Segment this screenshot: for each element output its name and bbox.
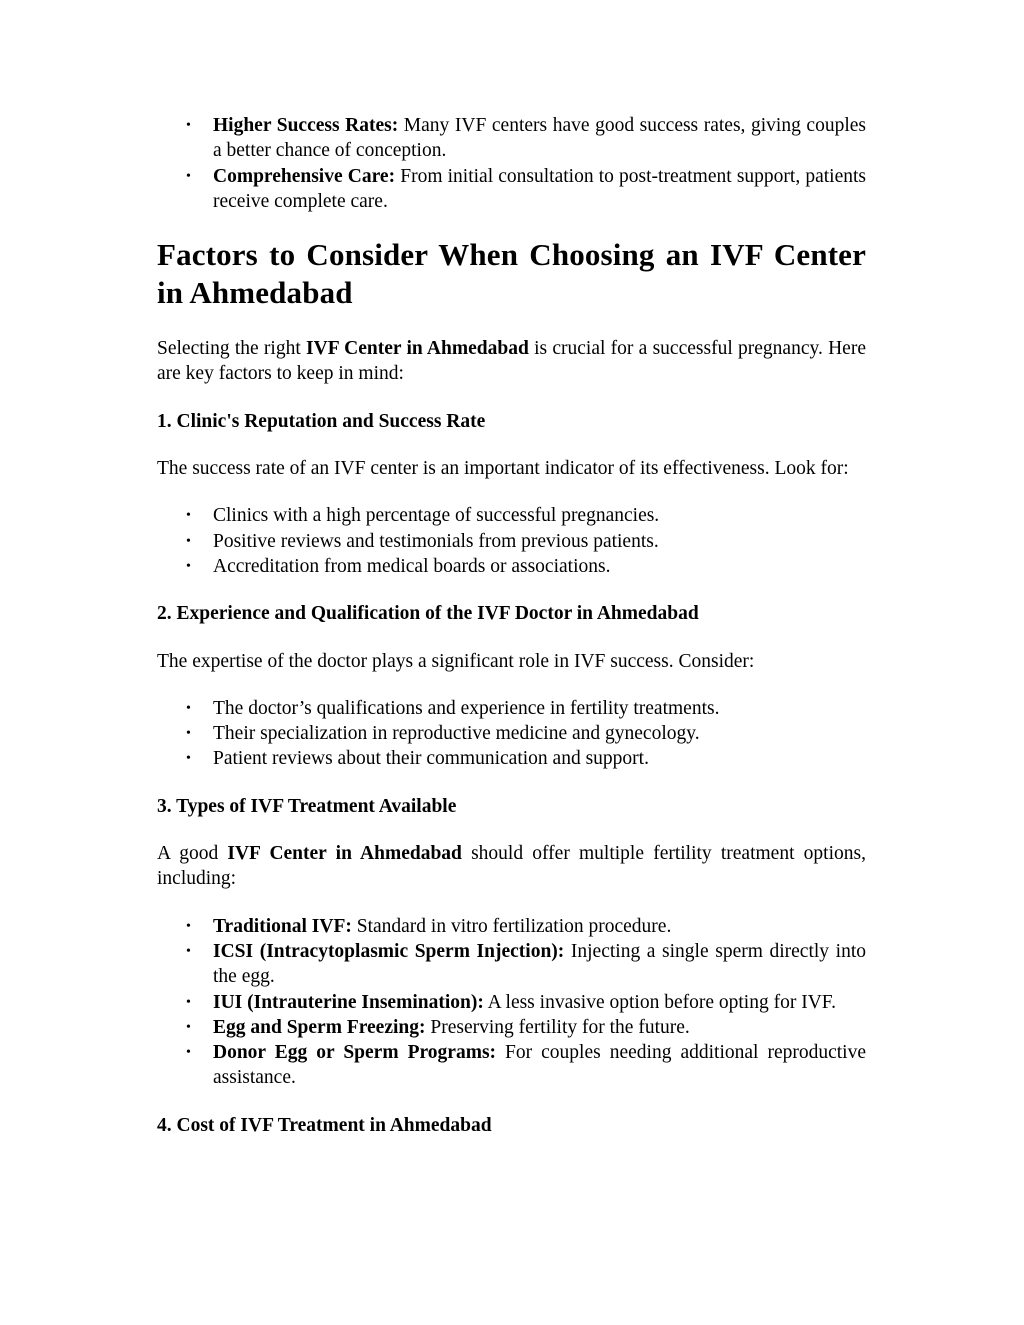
item-bold-label: Donor Egg or Sperm Programs: <box>213 1042 497 1064</box>
subsection-paragraph-3 <box>157 841 866 892</box>
item-bold-label: ICSI (Intracytoplasmic Sperm Injection): <box>213 940 565 962</box>
subsection-list-2 <box>157 696 866 772</box>
item-text: The doctor’s qualifications and experience in fertility treatments. <box>213 697 720 719</box>
list-item <box>157 990 866 1015</box>
list-item <box>157 529 866 554</box>
list-item <box>157 1015 866 1040</box>
list-item <box>157 696 866 721</box>
item-bold-label: Higher Success Rates: <box>213 115 399 136</box>
subsection-title-3: 3. Types of IVF Treatment Available <box>157 795 457 817</box>
bullet-icon: • <box>186 118 191 133</box>
bullet-icon: • <box>186 533 191 549</box>
item-text: Injecting a single sperm directly into the egg. <box>213 940 866 988</box>
item-bold-label: IUI (Intrauterine Insemination): <box>213 991 484 1013</box>
list-item <box>157 939 866 990</box>
item-text: Many IVF centers have good success rates, giving couples a better chance of conception. <box>213 115 866 162</box>
bullet-icon: • <box>186 168 191 184</box>
subsection-paragraph-2: The expertise of the doctor plays a significant role in IVF success. Consider: <box>157 650 755 672</box>
bullet-icon: • <box>186 508 191 524</box>
bullet-icon: • <box>186 1045 191 1061</box>
subsection-title-4: 4. Cost of IVF Treatment in Ahmedabad <box>157 1114 492 1136</box>
item-text: Clinics with a high percentage of successful pregnancies. <box>213 505 660 527</box>
item-bold-label: Traditional IVF: <box>213 915 352 937</box>
subsection-list-1 <box>157 503 866 579</box>
para-text: should offer multiple fertility treatment options, including: <box>157 843 866 890</box>
item-bold-label: Comprehensive Care: <box>213 165 396 187</box>
subsection-title-1: 1. Clinic's Reputation and Success Rate <box>157 410 486 432</box>
item-text: For couples needing additional reproductive assistance. <box>213 1042 866 1089</box>
list-item <box>157 721 866 746</box>
section-heading: Factors to Consider When Choosing an IVF Center in Ahmedabad <box>157 237 866 310</box>
bullet-icon: • <box>186 726 191 742</box>
item-text: Standard in vitro fertilization procedure. <box>351 915 672 937</box>
item-text: Preserving fertility for the future. <box>425 1016 690 1038</box>
list-item <box>157 1040 866 1091</box>
para-text: Selecting the right <box>157 338 307 360</box>
para-bold: IVF Center in Ahmedabad <box>227 843 462 865</box>
item-text: Their specialization in reproductive medicine and gynecology. <box>213 723 700 745</box>
para-bold: IVF Center in Ahmedabad <box>306 338 529 360</box>
para-text: A good <box>157 843 228 865</box>
list-item <box>157 914 866 939</box>
list-item <box>157 746 866 771</box>
item-text: From initial consultation to post-treatment support, patients receive complete care. <box>213 165 866 212</box>
list-item <box>157 113 866 164</box>
item-text: Positive reviews and testimonials from previous patients. <box>213 530 659 552</box>
subsection-title-2: 2. Experience and Qualification of the IVF Doctor in Ahmedabad <box>157 603 699 625</box>
bullet-icon: • <box>186 918 191 934</box>
subsection-paragraph-1: The success rate of an IVF center is an important indicator of its effectiveness. Look for: <box>157 458 849 480</box>
item-text: A less invasive option before opting for IVF. <box>483 991 836 1013</box>
bullet-icon: • <box>186 751 191 767</box>
item-text: Accreditation from medical boards or associations. <box>213 555 611 577</box>
item-bold-label: Egg and Sperm Freezing: <box>213 1016 426 1038</box>
item-text: Patient reviews about their communication and support. <box>213 748 649 770</box>
list-item <box>157 503 866 528</box>
list-item <box>157 164 866 215</box>
bullet-icon: • <box>186 943 191 959</box>
bullet-icon: • <box>186 1019 191 1035</box>
para-text: is crucial for a successful pregnancy. Here are key factors to keep in mind: <box>157 338 866 385</box>
bullet-icon: • <box>186 994 191 1010</box>
bullet-icon: • <box>186 700 191 716</box>
document-page <box>157 113 866 1138</box>
benefits-list <box>157 113 866 214</box>
list-item <box>157 554 866 579</box>
subsection-list-3 <box>157 914 866 1091</box>
bullet-icon: • <box>186 558 191 574</box>
intro-paragraph <box>157 336 866 387</box>
